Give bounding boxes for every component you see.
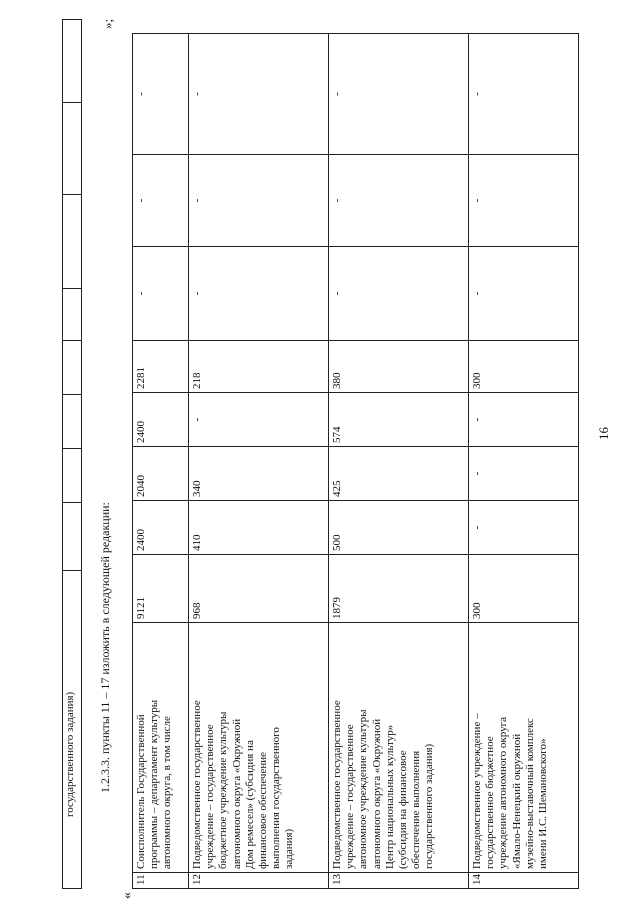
value-cell: 425 xyxy=(329,447,469,501)
row-number: 13 xyxy=(329,873,469,889)
value-cell: - xyxy=(189,155,329,247)
value-cell: 300 xyxy=(469,555,579,623)
value-cell: 410 xyxy=(189,501,329,555)
value-cell: 2040 xyxy=(133,447,189,501)
value-cell: - xyxy=(189,34,329,155)
value-cell: 340 xyxy=(189,447,329,501)
strip-cell-divider xyxy=(63,340,81,341)
strip-cell-divider xyxy=(63,448,81,449)
row-description: Подведомственное государственное учреждение – государственное бюджетное учреждение культуры автономного округа «Окружной Дом ремесел» (субсидия на финансовое обеспечение выполнения государственного задания) xyxy=(189,623,329,873)
value-cell: - xyxy=(469,393,579,447)
value-cell: 1879 xyxy=(329,555,469,623)
page-number: 16 xyxy=(596,427,611,440)
table-row xyxy=(469,34,579,889)
amendment-intro: 1.2.3.3. пункты 11 – 17 изложить в следующей редакции: xyxy=(98,502,112,793)
value-cell: - xyxy=(133,155,189,247)
previous-fragment-text: государственного задания) xyxy=(64,691,76,817)
strip-cell-divider xyxy=(63,502,81,503)
value-cell: 574 xyxy=(329,393,469,447)
quote-close: »; xyxy=(100,18,115,29)
value-cell: 2400 xyxy=(133,501,189,555)
strip-cell-divider xyxy=(63,570,81,571)
table-row xyxy=(133,34,189,889)
value-cell: - xyxy=(469,247,579,341)
quote-open: « xyxy=(120,892,135,899)
value-cell: 2281 xyxy=(133,341,189,393)
table-row xyxy=(329,34,469,889)
strip-cell-divider xyxy=(63,19,81,20)
value-cell: - xyxy=(189,393,329,447)
value-cell: 968 xyxy=(189,555,329,623)
value-cell: 380 xyxy=(329,341,469,393)
row-description: Соисполнитель Государственной программы – департамент культуры автономного округа, в том числе xyxy=(133,623,189,873)
value-cell: - xyxy=(469,155,579,247)
value-cell: 9121 xyxy=(133,555,189,623)
value-cell: - xyxy=(329,34,469,155)
row-number: 14 xyxy=(469,873,579,889)
value-cell: - xyxy=(189,247,329,341)
value-cell: 300 xyxy=(469,341,579,393)
value-cell: - xyxy=(133,247,189,341)
value-cell: - xyxy=(469,447,579,501)
table-row xyxy=(189,34,329,889)
value-cell: - xyxy=(329,155,469,247)
value-cell: - xyxy=(469,501,579,555)
row-number: 11 xyxy=(133,873,189,889)
value-cell: - xyxy=(133,34,189,155)
strip-cell-divider xyxy=(63,194,81,195)
value-cell: 218 xyxy=(189,341,329,393)
strip-cell-divider xyxy=(63,394,81,395)
strip-cell-divider xyxy=(63,288,81,289)
program-funding-table xyxy=(132,33,579,889)
row-description: Подведомственное учреждение – государственное бюджетное учреждение автономного округа «Ямало-Ненецкий окружной музейно-выставочный комплекс имени И.С. Шемановского» xyxy=(469,623,579,873)
value-cell: - xyxy=(469,34,579,155)
value-cell: - xyxy=(329,247,469,341)
row-number: 12 xyxy=(189,873,329,889)
strip-cell-divider xyxy=(63,888,81,889)
row-description: Подведомственное государственное учреждение – государственное автономное учреждение культуры автономного округа «Окружной Центр национальных культур» (субсидия на финансовое обеспечение выполнения государственного задания) xyxy=(329,623,469,873)
value-cell: 2400 xyxy=(133,393,189,447)
strip-cell-divider xyxy=(63,102,81,103)
value-cell: 500 xyxy=(329,501,469,555)
previous-table-fragment xyxy=(62,19,82,889)
